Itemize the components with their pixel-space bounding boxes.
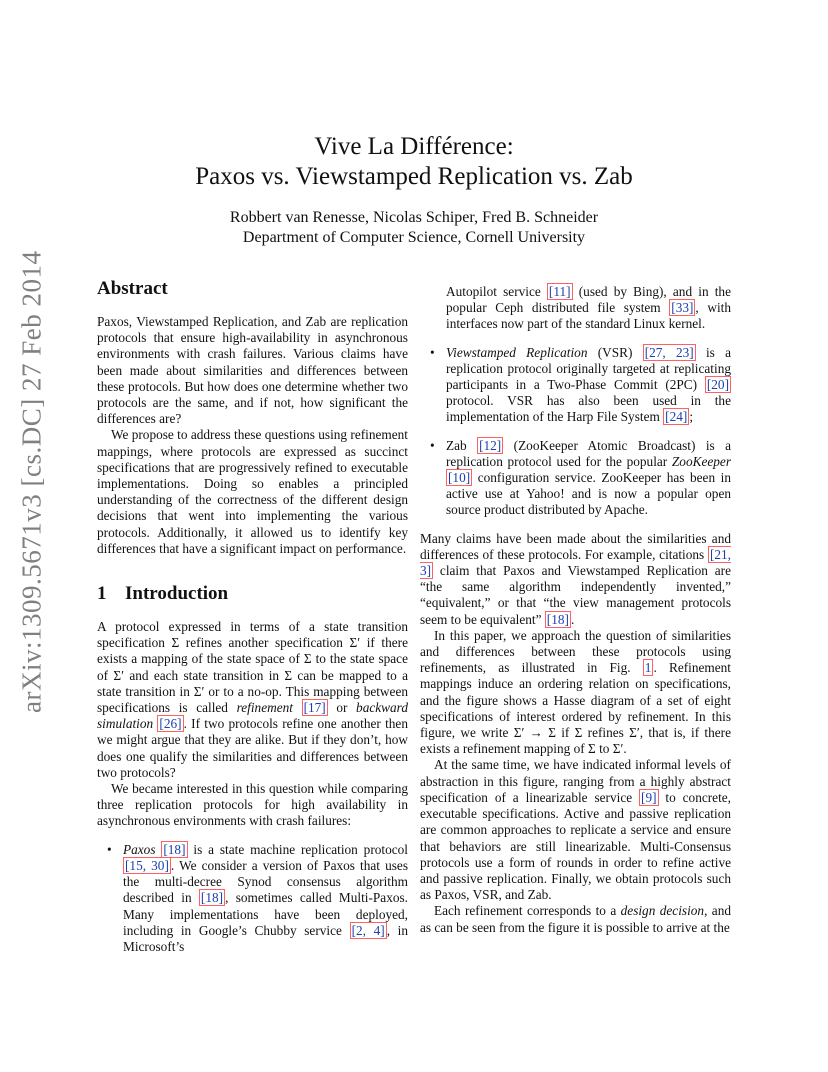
title-line-2: Paxos vs. Viewstamped Replication vs. Zab [195, 163, 633, 190]
citation-link[interactable]: [20] [706, 377, 729, 393]
citation-link[interactable]: [33] [671, 300, 694, 316]
list-item-paxos-continued: Autopilot service [11] (used by Bing), and in the popular Ceph distributed file system [33] , with interfaces now part of the standard Linux kernel. [446, 284, 731, 332]
left-column [97, 278, 408, 967]
introduction-heading [97, 583, 408, 605]
citation-link[interactable]: [18] [200, 890, 224, 906]
list-item-zab: • Zab [12] (ZooKeeper Atomic Broadcast) is a replication protocol used for the popular ZooKeeper [10] configuration service. ZooKeeper has been in active use at Yahoo! and is now a popular open source product distributed by Apache. [420, 438, 731, 519]
citation-link[interactable]: [18] [546, 611, 569, 627]
abstract-paragraph-2: We propose to address these questions using refinement mappings, where protocols are expressed as succinct specifications that are progressively refined to executable implementations. Doing so enables a principled understanding of the correctness of the different design decisions that went into implementing the various protocols. Additionally, it allowed us to identify key differences that have a significant impact on performance. [97, 427, 408, 556]
affiliation: Department of Computer Science, Cornell University [242, 229, 586, 246]
author-names: Robbert van Renesse, Nicolas Schiper, Fred B. Schneider [229, 209, 599, 226]
citation-link[interactable]: [15, 30] [125, 857, 169, 873]
protocol-list-continued [420, 345, 731, 519]
section-title: Introduction [125, 583, 229, 605]
citation-link[interactable]: [21, 3] [420, 546, 731, 579]
citation-link[interactable]: [9] [641, 789, 657, 805]
citation-link[interactable]: [11] [548, 284, 571, 299]
intro-paragraph-6: Each refinement corresponds to a design decision, and as can be seen from the figure it is possible to arrive at the [420, 903, 731, 935]
abstract-paragraph-1: Paxos, Viewstamped Replication, and Zab are replication protocols that ensure high-availability in asynchronous environments with crash failures. Various claims have been made about similarities and differences between these protocols. But how does one determine whether two protocols are the same, and if not, how significant the differences are? [97, 314, 408, 427]
author-block [0, 208, 828, 248]
intro-paragraph-5: At the same time, we have indicated informal levels of abstraction in this figure, ranging from a highly abstract specification of a linearizable service [9] to concrete, executable specifications. Active and passive replication are common approaches to replicate a service and ensure that behaviors are still linearizable. Multi-Consensus protocols use a form of rounds in order to refine active and passive replication. Finally, we obtain protocols such as Paxos, VSR, and Zab. [420, 757, 731, 903]
citation-link[interactable]: [26] [159, 716, 182, 732]
citation-link[interactable]: [17] [303, 700, 326, 716]
right-column [420, 284, 731, 936]
citation-link[interactable]: [18] [163, 841, 186, 857]
protocol-list [97, 842, 408, 955]
list-item-vsr: • Viewstamped Replication (VSR) [27, 23] is a replication protocol originally targeted at replicating participants in a Two-Phase Commit (2PC) [20] protocol. VSR has also been used in the implementation of the Harp File System [24] ; [420, 345, 731, 426]
section-number: 1 [97, 583, 107, 605]
abstract-heading: Abstract [97, 278, 168, 299]
title-line-1: Vive La Différence: [314, 133, 514, 160]
arxiv-identifier: arXiv:1309.5671v3 [cs.DC] 27 Feb 2014 [16, 250, 47, 714]
citation-link[interactable]: [12] [479, 437, 502, 453]
intro-paragraph-1: A protocol expressed in terms of a state transition specification Σ refines another specification Σ′ if there exists a mapping of the state space of Σ to the state space of Σ′ and each state transition in Σ can be mapped to a state transition in Σ′ or to a no-op. This mapping between specifications is called refinement [17] or backward simulation [26] . If two protocols refine one another then we might argue that they are alike. But if they don’t, how does one qualify the similarities and differences between two protocols? [97, 619, 408, 780]
citation-link[interactable]: [2, 4] [351, 922, 385, 938]
figure-link[interactable]: 1 [644, 660, 652, 676]
citation-link[interactable]: [27, 23] [644, 344, 694, 360]
list-item-paxos: • Paxos [18] is a state machine replication protocol [15, 30] . We consider a version of Paxos that uses the multi-decree Synod consensus algorithm described in [18] , sometimes called Multi-Paxos. Many implementations have been deployed, including in Google’s Chubby service [2, 4] , in Microsoft’s [97, 842, 408, 955]
intro-paragraph-2: We became interested in this question while comparing three replication protocols for high availability in asynchronous environments with crash failures: [97, 781, 408, 829]
paper-title [0, 132, 828, 192]
citation-link[interactable]: [10] [448, 470, 471, 486]
intro-paragraph-4: In this paper, we approach the question of similarities and differences between these protocols using refinements, as illustrated in Fig. 1 . Refinement mappings induce an ordering relation on specifications, and the figure shows a Hasse diagram of a set of eight specifications of interest ordered by refinement. In this figure, we write Σ′ → Σ if Σ refines Σ′, that is, if there exists a refinement mapping of Σ to Σ′. [420, 627, 731, 757]
intro-paragraph-3: Many claims have been made about the similarities and differences of these protocols. For example, citations [21, 3] claim that Paxos and Viewstamped Replication are “the same algorithm independently invented,” “equivalent,” or that “the view management protocols seem to be equivalent” [18] . [420, 530, 731, 627]
citation-link[interactable]: [24] [665, 409, 688, 425]
